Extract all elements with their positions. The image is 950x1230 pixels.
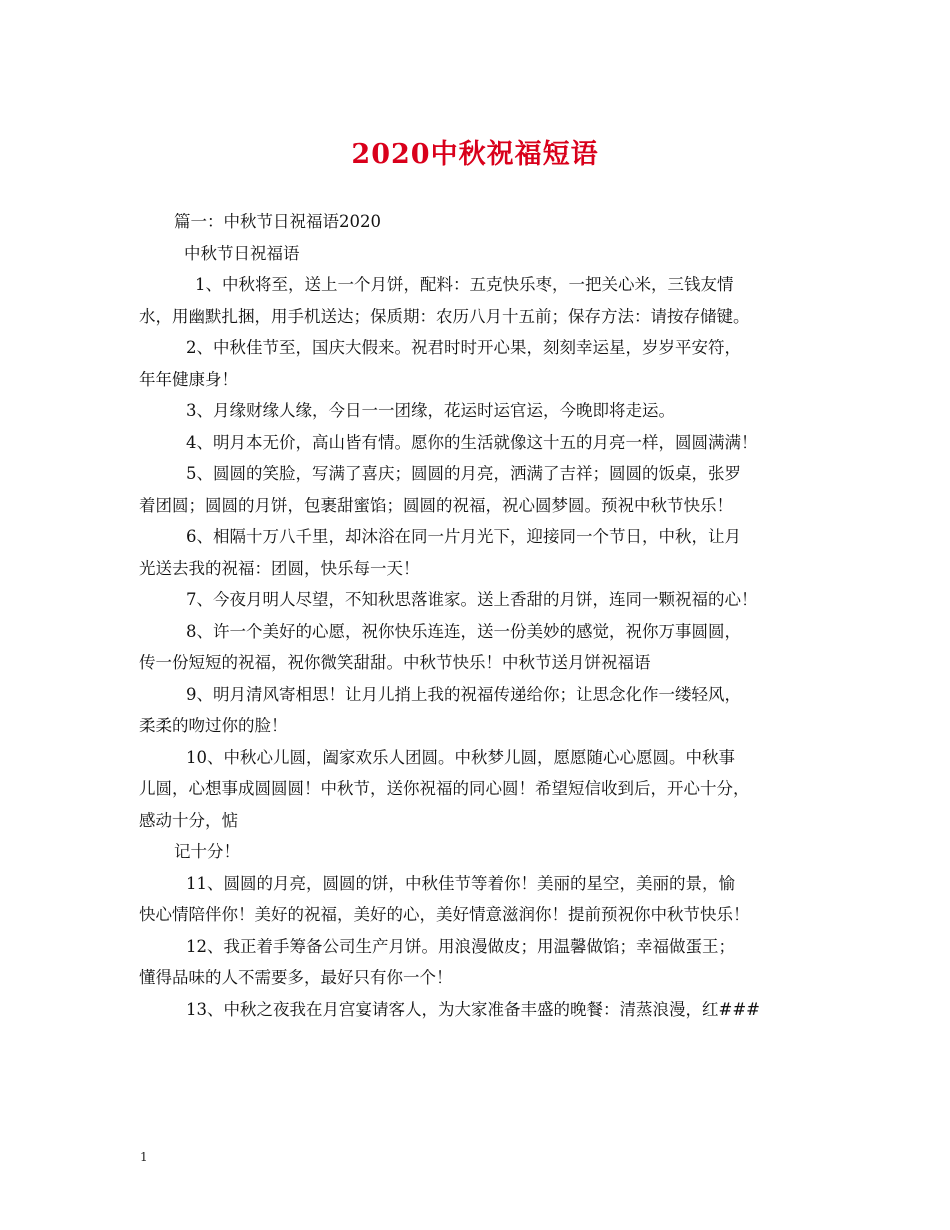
paragraph-line: 7、今夜月明人尽望，不知秋思落谁家。送上香甜的月饼，连同一颗祝福的心！ xyxy=(186,590,758,609)
paragraph-line: 光送去我的祝福：团圆，快乐每一天！ xyxy=(139,558,420,578)
paragraph-line: 着团圆；圆圆的月饼，包裹甜蜜馅；圆圆的祝福，祝心圆梦圆。预祝中秋节快乐！ xyxy=(139,495,733,515)
paragraph-line: 感动十分，惦 xyxy=(139,810,238,830)
paragraph-line: 8、许一个美好的心愿，祝你快乐连连，送一份美妙的感觉，祝你万事圆圆， xyxy=(186,621,741,641)
document-body xyxy=(139,206,829,1025)
paragraph-line: 快心情陪伴你！美好的祝福，美好的心，美好情意滋润你！提前预祝你中秋节快乐！ xyxy=(139,905,750,924)
paragraph-line: 5、圆圆的笑脸，写满了喜庆；圆圆的月亮，洒满了吉祥；圆圆的饭桌，张罗 xyxy=(186,464,741,483)
paragraph-line: 4、明月本无价，高山皆有情。愿你的生活就像这十五的月亮一样，圆圆满满！ xyxy=(186,432,758,452)
paragraph-line: 柔柔的吻过你的脸！ xyxy=(139,716,288,735)
paragraph-line: 年年健康身！ xyxy=(139,369,238,389)
page-number: 1 xyxy=(140,1150,148,1164)
paragraph-line: 10、中秋心儿圆，阖家欢乐人团圆。中秋梦儿圆，愿愿随心心愿圆。中秋事 xyxy=(186,747,735,767)
paragraph-line: 记十分！ xyxy=(174,842,240,861)
subheading: 中秋节日祝福语 xyxy=(184,243,300,263)
paragraph-line: 9、明月清风寄相思！让月儿捎上我的祝福传递给你；让思念化作一缕轻风， xyxy=(186,684,741,704)
paragraph-line: 1、中秋将至，送上一个月饼，配料：五克快乐枣，一把关心米，三钱友情 xyxy=(195,275,734,294)
paragraph-line: 传一份短短的祝福，祝你微笑甜甜。中秋节快乐！中秋节送月饼祝福语 xyxy=(139,653,651,672)
document-title: 2020中秋祝福短语 xyxy=(351,139,599,170)
paragraph-line: 6、相隔十万八千里，却沐浴在同一片月光下，迎接同一个节日，中秋，让月 xyxy=(186,527,741,546)
paragraph-line: 3、月缘财缘人缘，今日一一团缘，花运时运官运，今晚即将走运。 xyxy=(186,401,675,420)
paragraph-line: 水，用幽默扎捆，用手机送达；保质期：农历八月十五前；保存方法：请按存储键。 xyxy=(139,306,750,326)
paragraph-line: 13、中秋之夜我在月宫宴请客人，为大家准备丰盛的晚餐：清蒸浪漫，红### xyxy=(186,999,760,1019)
section-heading: 篇一：中秋节日祝福语2020 xyxy=(174,212,381,231)
paragraph-line: 儿圆，心想事成圆圆圆！中秋节，送你祝福的同心圆！希望短信收到后，开心十分， xyxy=(139,779,750,798)
paragraph-line: 懂得品味的人不需要多，最好只有你一个！ xyxy=(139,968,453,987)
paragraph-line: 2、中秋佳节至，国庆大假来。祝君时时开心果，刻刻幸运星，岁岁平安符， xyxy=(186,338,741,357)
paragraph-line: 11、圆圆的月亮，圆圆的饼，中秋佳节等着你！美丽的星空，美丽的景，愉 xyxy=(186,873,735,893)
paragraph-line: 12、我正着手筹备公司生产月饼。用浪漫做皮；用温馨做馅；幸福做蛋王； xyxy=(186,936,735,956)
